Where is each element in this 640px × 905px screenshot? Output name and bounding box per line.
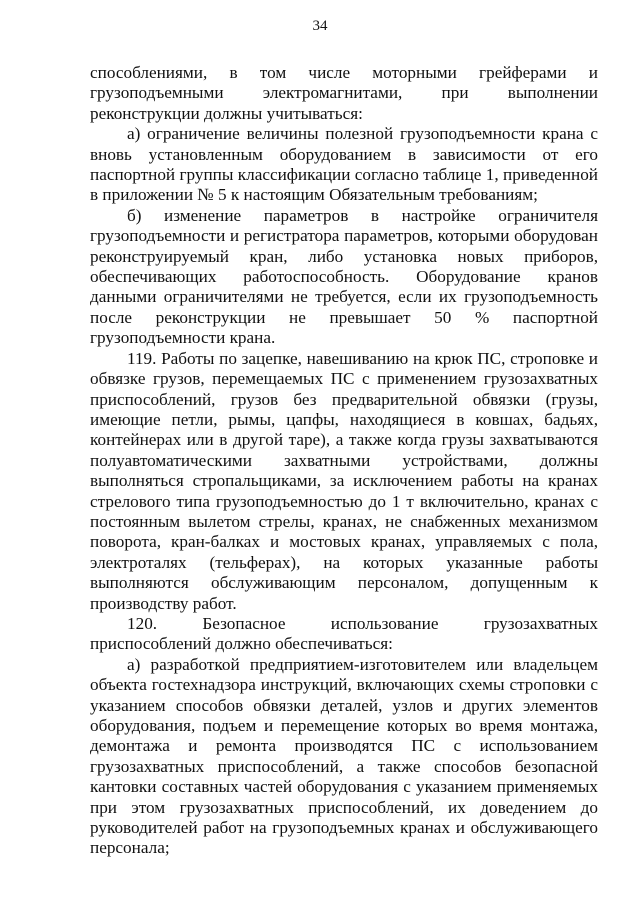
page-number: 34 — [312, 18, 328, 34]
paragraph-120: 120. Безопасное использование грузозахватных приспособлений должно обеспечиваться: — [90, 613, 598, 654]
paragraph-continuation: способлениями, в том числе моторными грейферами и грузоподъемными электромагнитами, при выполнении реконструкции должны учитываться: — [90, 63, 598, 123]
paragraph-item-a: а) ограничение величины полезной грузоподъемности крана с вновь установленным оборудованием в зависимости от его паспортной группы классификации согласно таблице 1, приведенной в приложении № 5 к настоящим Обязательным требованиям; — [90, 124, 598, 205]
paragraph-item-b: б) изменение параметров в настройке ограничителя грузоподъемности и регистратора параметров, которыми оборудован реконструируемый кран, либо установка новых приборов, обеспечивающих работоспособность. Оборудование кранов данными ограничителями не требуется, если их грузоподъемность после реконструкции не превышает 50 % паспортной грузоподъемности крана. — [90, 205, 598, 348]
paragraph-119: 119. Работы по зацепке, навешиванию на крюк ПС, строповке и обвязке грузов, перемещаемых ПС с применением грузозахватных приспособлений, грузов без предварительной обвязки (грузы, имеющие петли, рымы, цапфы, находящиеся в ковшах, бадьях, контейнерах или в другой таре), а также когда грузы захватываются полуавтоматическими захватными устройствами, должны выполняться стропальщиками, за исключением работы на кранах стрелового типа грузоподъемностью до 1 т включительно, кранах с постоянным вылетом стрелы, кранах, не снабженных механизмом поворота, кран-балках и мостовых кранах, управляемых с пола, электроталях (тельферах), на которых указанные работы выполняются обслуживающим персоналом, допущенным к производству работ. — [90, 348, 598, 613]
document-body — [90, 63, 598, 859]
paragraph-120-item-a: а) разработкой предприятием-изготовителем или владельцем объекта гостехнадзора инструкций, включающих схемы строповки с указанием способов обвязки деталей, узлов и других элементов оборудования, подъем и перемещение которых во время монтажа, демонтажа и ремонта производятся ПС с использованием грузозахватных приспособлений, а также способов безопасной кантовки составных частей оборудования с указанием применяемых при этом грузозахватных приспособлений, их доведением до руководителей работ на грузоподъемных кранах и обслуживающего персонала; — [90, 654, 598, 858]
